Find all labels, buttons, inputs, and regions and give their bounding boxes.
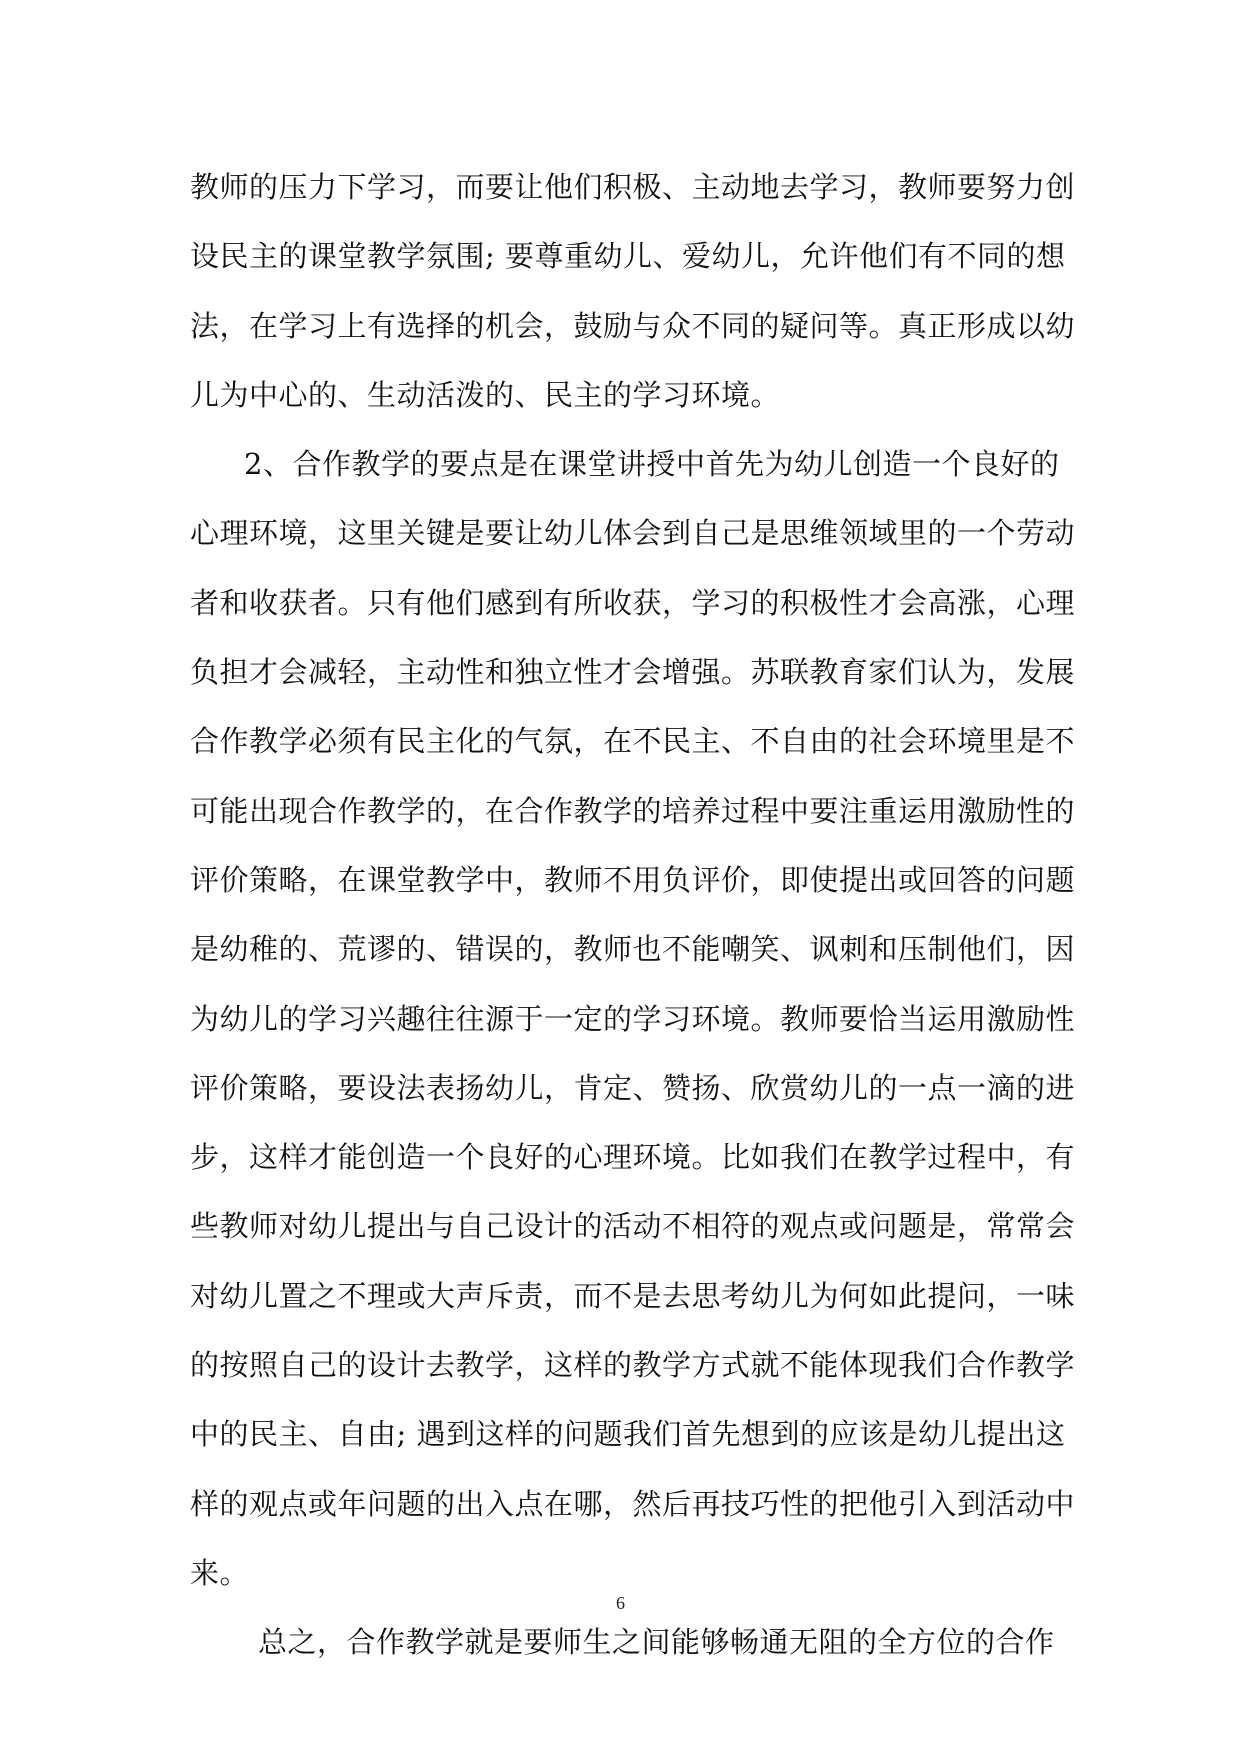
text-line: 样的观点或年问题的出入点在哪，然后再技巧性的把他引入到活动中 <box>190 1486 1076 1521</box>
text-line: 2、合作教学的要点是在课堂讲授中首先为幼儿创造一个良好的 <box>244 447 1060 482</box>
text-line: 总之，合作教学就是要师生之间能够畅通无阻的全方位的合作 <box>258 1625 1055 1660</box>
text-line: 评价策略，要设法表扬幼儿，肯定、赞扬、欣赏幼儿的一点一滴的进 <box>190 1070 1076 1105</box>
text-line: 设民主的课堂教学氛围; 要尊重幼儿、爱幼儿，允许他们有不同的想 <box>190 239 1066 274</box>
text-line: 是幼稚的、荒谬的、错误的，教师也不能嘲笑、讽刺和压制他们，因 <box>190 932 1076 967</box>
text-line: 心理环境，这里关键是要让幼儿体会到自己是思维领域里的一个劳动 <box>190 516 1076 551</box>
text-line: 中的民主、自由; 遇到这样的问题我们首先想到的应该是幼儿提出这 <box>190 1417 1066 1452</box>
text-line: 些教师对幼儿提出与自己设计的活动不相符的观点或问题是，常常会 <box>190 1209 1076 1244</box>
text-line: 步，这样才能创造一个良好的心理环境。比如我们在教学过程中，有 <box>190 1140 1076 1175</box>
text-line: 为幼儿的学习兴趣往往源于一定的学习环境。教师要恰当运用激励性 <box>190 1001 1076 1036</box>
text-line: 法，在学习上有选择的机会，鼓励与众不同的疑问等。真正形成以幼 <box>190 308 1076 343</box>
text-line: 评价策略，在课堂教学中，教师不用负评价，即使提出或回答的问题 <box>190 862 1076 897</box>
text-line: 对幼儿置之不理或大声斥责，而不是去思考幼儿为何如此提问，一味 <box>190 1278 1076 1313</box>
text-line: 来。 <box>190 1555 250 1590</box>
text-line: 的按照自己的设计去教学，这样的教学方式就不能体现我们合作教学 <box>190 1348 1076 1383</box>
text-line: 负担才会减轻，主动性和独立性才会增强。苏联教育家们认为，发展 <box>190 655 1076 690</box>
text-line: 者和收获者。只有他们感到有所收获，学习的积极性才会高涨，心理 <box>190 585 1076 620</box>
page-number: 6 <box>616 1593 625 1613</box>
text-line: 儿为中心的、生动活泼的、民主的学习环境。 <box>190 377 781 412</box>
text-line: 合作教学必须有民主化的气氛，在不民主、不自由的社会环境里是不 <box>190 724 1076 759</box>
body-text <box>190 153 1076 1678</box>
text-line: 教师的压力下学习，而要让他们积极、主动地去学习，教师要努力创 <box>190 170 1076 204</box>
text-line: 可能出现合作教学的，在合作教学的培养过程中要注重运用激励性的 <box>190 793 1076 828</box>
